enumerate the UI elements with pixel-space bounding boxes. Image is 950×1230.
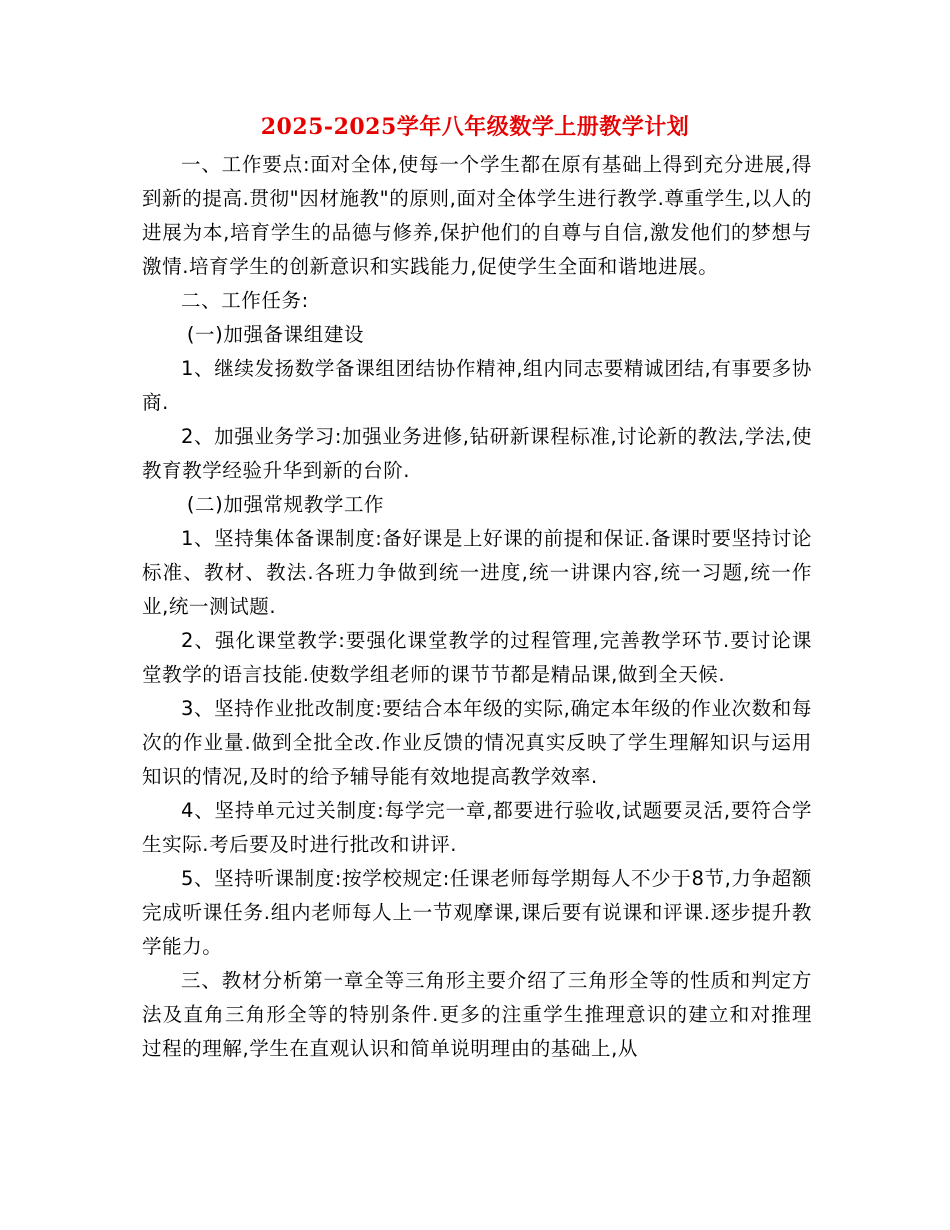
document-title: 2025-2025学年八年级数学上册教学计划 <box>260 114 690 140</box>
paragraph-work-points: 一、工作要点:面对全体,使每一个学生都在原有基础上得到充分进展,得到新的提高.贯彻"因材施教"的原则,面对全体学生进行教学.尊重学生,以人的进展为本,培育学生的品德与修养,保护他们的自尊与自信,激发他们的梦想与激情.培育学生的创新意识和实践能力,促使学生全面和谐地进展。 <box>142 153 812 278</box>
paragraph-item-2-1: 1、坚持集体备课制度:备好课是上好课的前提和保证.备课时要坚持讨论标准、教材、教法.各班力争做到统一进度,统一讲课内容,统一习题,统一作业,统一测试题. <box>142 527 812 618</box>
paragraph-item-2-3: 3、坚持作业批改制度:要结合本年级的实际,确定本年级的作业次数和每次的作业量.做到全批全改.作业反馈的情况真实反映了学生理解知识与运用知识的情况,及时的给予辅导能有效地提高教学效率. <box>142 697 812 788</box>
paragraph-item-2-4: 4、坚持单元过关制度:每学完一章,都要进行验收,试题要灵活,要符合学生实际.考后要及时进行批改和讲评. <box>142 799 812 856</box>
paragraph-item-2-5: 5、坚持听课制度:按学校规定:任课老师每学期每人不少于8节,力争超额完成听课任务.组内老师每人上一节观摩课,课后要有说课和评课.逐步提升教学能力。 <box>142 867 812 958</box>
document-body <box>142 148 812 1066</box>
paragraph-section-2-heading: (二)加强常规教学工作 <box>186 493 385 516</box>
paragraph-item-1-1: 1、继续发扬数学备课组团结协作精神,组内同志要精诚团结,有事要多协商. <box>142 357 812 414</box>
paragraph-textbook-analysis: 三、教材分析第一章全等三角形主要介绍了三角形全等的性质和判定方法及直角三角形全等的特别条件.更多的注重学生推理意识的建立和对推理过程的理解,学生在直观认识和简单说明理由的基础上,从 <box>142 969 812 1060</box>
paragraph-item-2-2: 2、强化课堂教学:要强化课堂教学的过程管理,完善教学环节.要讨论课堂教学的语言技能.使数学组老师的课节节都是精品课,做到全天候. <box>142 629 812 686</box>
paragraph-work-tasks-heading: 二、工作任务: <box>181 289 309 312</box>
paragraph-section-1-heading: (一)加强备课组建设 <box>186 323 365 346</box>
paragraph-item-1-2: 2、加强业务学习:加强业务进修,钻研新课程标准,讨论新的教法,学法,使教育教学经验升华到新的台阶. <box>142 425 812 482</box>
